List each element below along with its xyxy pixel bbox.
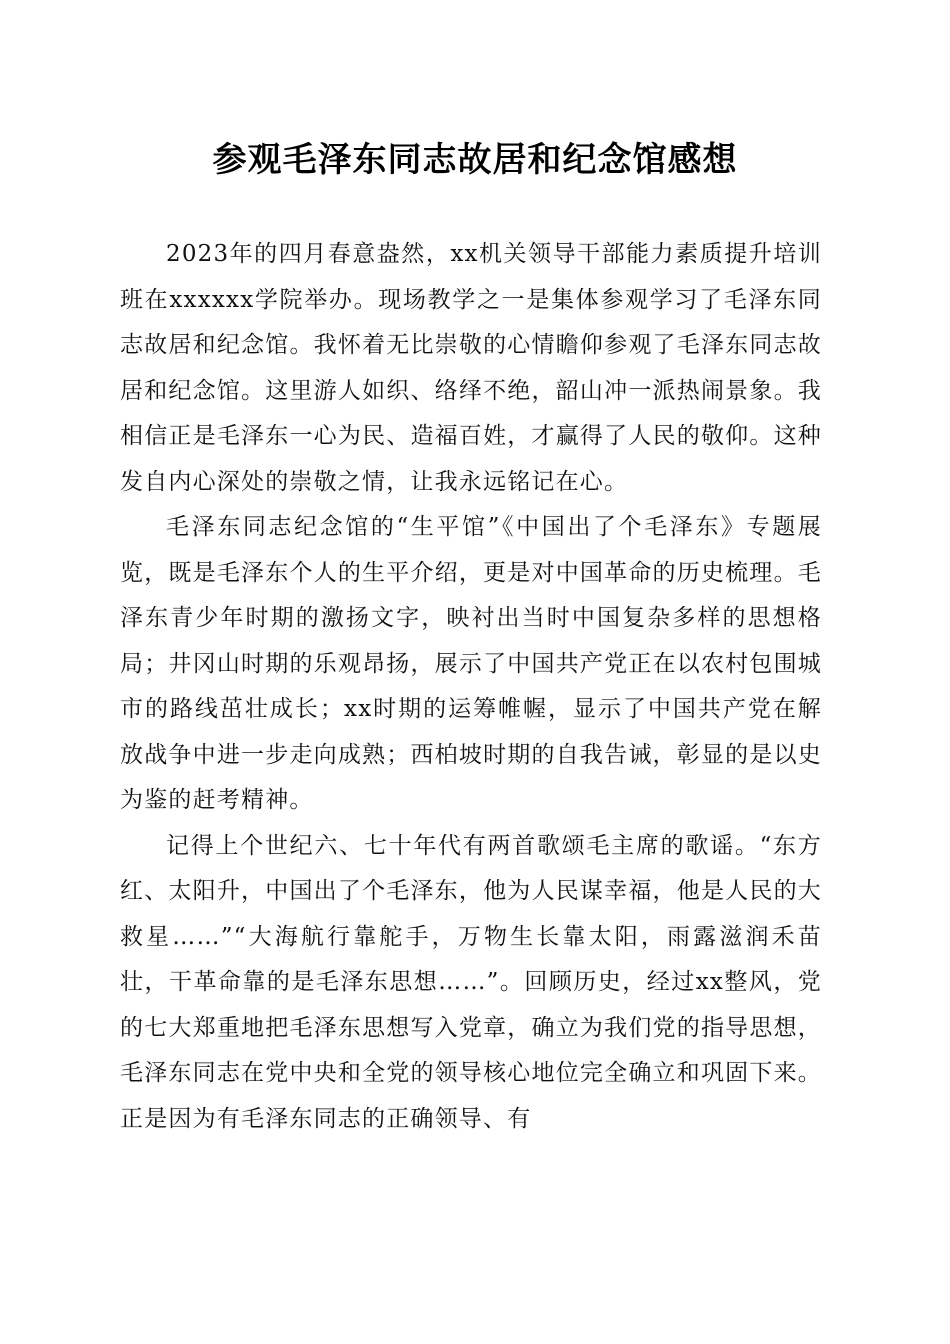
paragraph-1: 2023年的四月春意盎然，xx机关领导干部能力素质提升培训班在xxxxxx学院举办。现场教学之一是集体参观学习了毛泽东同志故居和纪念馆。我怀着无比崇敬的心情瞻仰参观了毛泽东同志故居和纪念馆。这里游人如织、络绎不绝，韶山冲一派热闹景象。我相信正是毛泽东一心为民、造福百姓，才赢得了人民的敬仰。这种发自内心深处的崇敬之情，让我永远铭记在心。: [120, 241, 822, 495]
paragraph-2: 毛泽东同志纪念馆的“生平馆”《中国出了个毛泽东》专题展览，既是毛泽东个人的生平介绍，更是对中国革命的历史梳理。毛泽东青少年时期的激扬文字，映衬出当时中国复杂多样的思想格局；井冈山时期的乐观昂扬，展示了中国共产党正在以农村包围城市的路线茁壮成长；xx时期的运筹帷幄，显示了中国共产党在解放战争中进一步走向成熟；西柏坡时期的自我告诫，彰显的是以史为鉴的赶考精神。: [120, 514, 822, 813]
paragraph-3: 记得上个世纪六、七十年代有两首歌颂毛主席的歌谣。“东方红、太阳升，中国出了个毛泽东，他为人民谋幸福，他是人民的大救星……”“大海航行靠舵手，万物生长靠太阳，雨露滋润禾苗壮，干革命靠的是毛泽东思想……”。回顾历史，经过xx整风，党的七大郑重地把毛泽东思想写入党章，确立为我们党的指导思想，毛泽东同志在党中央和全党的领导核心地位完全确立和巩固下来。正是因为有毛泽东同志的正确领导、有: [120, 832, 822, 1132]
document-title: 参观毛泽东同志故居和纪念馆感想: [212, 140, 738, 180]
document-body: [120, 232, 822, 1142]
